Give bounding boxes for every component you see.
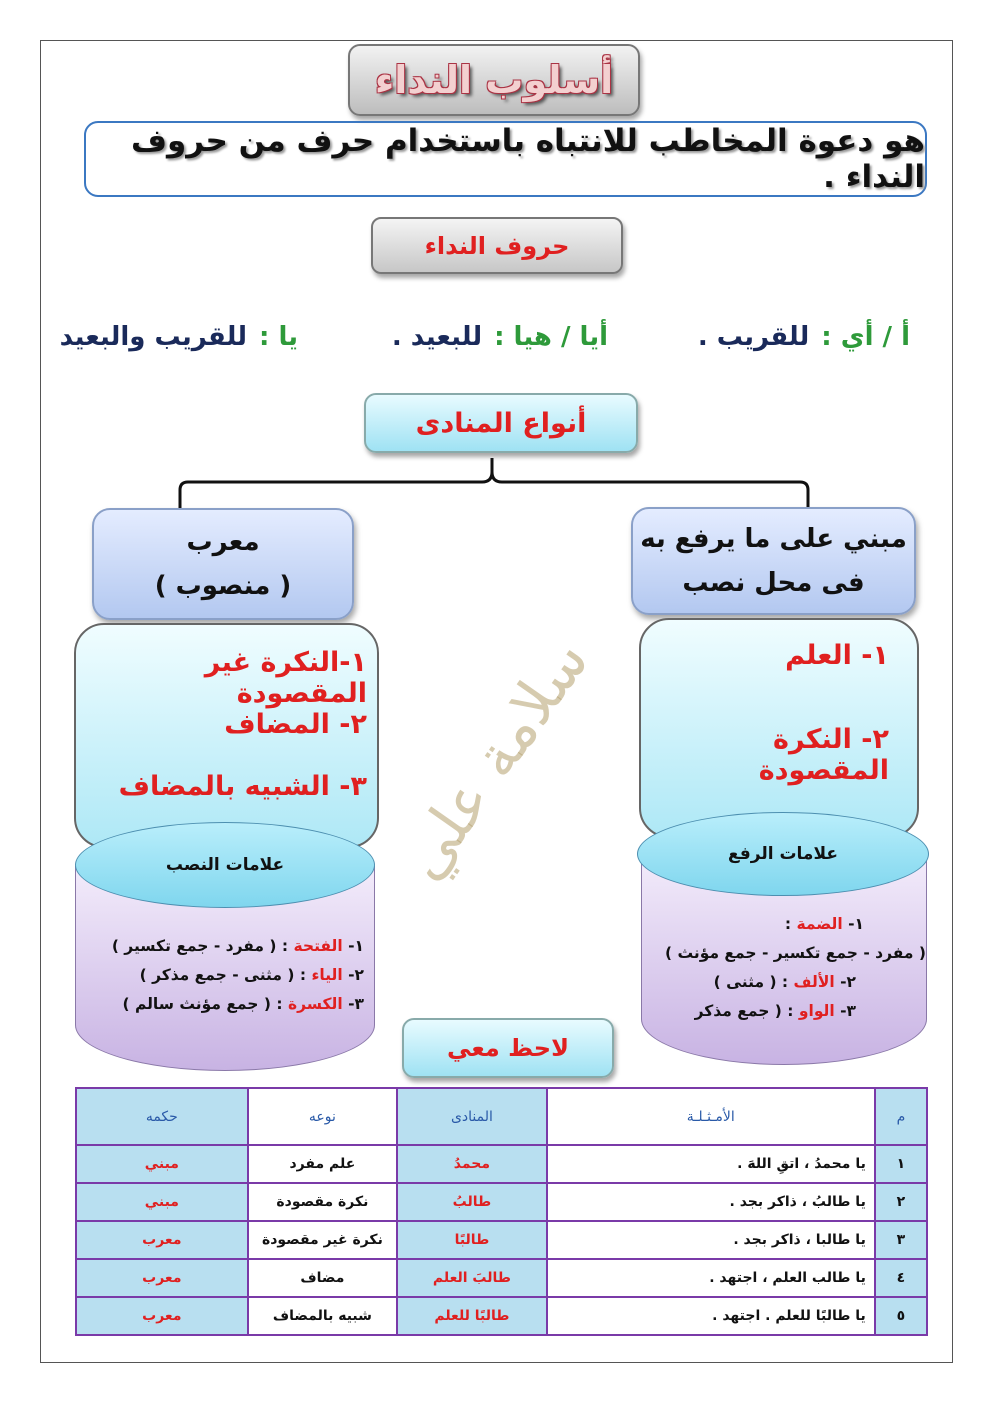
row-num: ٥ <box>875 1297 927 1335</box>
raf-sign-3-name: الواو <box>798 1002 835 1020</box>
murab-box <box>92 508 354 620</box>
letters-heading: حروف النداء <box>424 231 570 260</box>
row-ruling: معرب <box>76 1259 248 1297</box>
row-munada: طالبُ <box>397 1183 547 1221</box>
mabni-box <box>631 507 916 615</box>
row-munada: طالبًا <box>397 1221 547 1259</box>
row-example: يا طالبا ، ذاكر بجد . <box>547 1221 875 1259</box>
both-desc: للقريب والبعيد <box>59 322 248 352</box>
mabni-item-1: ١- العلم <box>785 640 889 671</box>
mabni-items-box <box>639 618 919 838</box>
murab-item-2: ٢- المضاف <box>224 709 367 740</box>
near-desc: للقريب . <box>697 322 810 352</box>
raf-sign-2-num: ٢- <box>840 973 856 991</box>
raf-signs-title: علامات الرفع <box>728 844 838 864</box>
murab-item-1: ١-النكرة غير المقصودة <box>204 647 367 709</box>
both-letters: يا : <box>259 322 298 352</box>
table-row <box>76 1221 927 1259</box>
author-watermark: سلامة علي <box>387 626 603 893</box>
definition-box <box>84 121 927 197</box>
row-num: ٤ <box>875 1259 927 1297</box>
table-row <box>76 1297 927 1335</box>
page-title: أسلوب النداء <box>374 58 614 102</box>
mabni-line2: فى محل نصب <box>682 568 865 598</box>
nasb-sign-1-name: الفتحة <box>293 937 343 955</box>
examples-table <box>75 1087 928 1336</box>
raf-sign-2 <box>636 968 926 997</box>
raf-signs-lines <box>636 910 926 1026</box>
far-letters: أيا / هيا : <box>494 322 608 352</box>
murab-items-box <box>74 623 379 848</box>
near-letters: أ / أي : <box>821 322 910 352</box>
far-desc: للبعيد . <box>391 322 483 352</box>
raf-sign-1 <box>636 910 926 939</box>
tree-connector <box>170 450 820 510</box>
nasb-sign-2 <box>74 961 364 990</box>
raf-sign-1-detail: ( مفرد - جمع تكسير - جمع مؤنث ) <box>665 944 926 962</box>
header-munada: المنادى <box>397 1088 547 1145</box>
row-example: يا طالب العلم ، اجتهد . <box>547 1259 875 1297</box>
definition-text: هو دعوة المخاطب للانتباه باستخدام حرف من حروف النداء . <box>130 123 925 195</box>
row-type: علم مفرد <box>248 1145 398 1183</box>
row-ruling: معرب <box>76 1297 248 1335</box>
table-row <box>76 1145 927 1183</box>
page-title-box <box>348 44 640 116</box>
nasb-sign-2-num: ٢- <box>348 966 364 984</box>
header-ruling: حكمه <box>76 1088 248 1145</box>
murab-line1: معرب <box>186 527 260 557</box>
far-letters-group <box>392 312 608 362</box>
header-num: م <box>875 1088 927 1145</box>
row-type: نكرة غير مقصودة <box>248 1221 398 1259</box>
row-munada: محمدُ <box>397 1145 547 1183</box>
raf-sign-2-name: الألف <box>793 973 835 991</box>
near-letters-group <box>698 312 910 362</box>
header-examples: الأمـثـلـة <box>547 1088 875 1145</box>
nasb-sign-2-rest: : ( مثنى - جمع مذكر ) <box>139 966 307 984</box>
row-type: شبيه بالمضاف <box>248 1297 398 1335</box>
row-num: ٣ <box>875 1221 927 1259</box>
row-ruling: معرب <box>76 1221 248 1259</box>
nasb-sign-3-num: ٣- <box>348 995 364 1013</box>
letters-heading-box <box>371 217 623 274</box>
row-example: يا طالبُ ، ذاكر بجد . <box>547 1183 875 1221</box>
types-heading: أنواع المنادى <box>415 407 587 439</box>
raf-sign-2-rest: : ( مثنى ) <box>713 973 789 991</box>
row-example: يا طالبًا للعلم . اجتهد . <box>547 1297 875 1335</box>
row-munada: طالبَ العلم <box>397 1259 547 1297</box>
header-type: نوعه <box>248 1088 398 1145</box>
row-ruling: مبني <box>76 1145 248 1183</box>
murab-item-3: ٣- الشبيه بالمضاف <box>118 771 367 802</box>
nasb-sign-1-num: ١- <box>348 937 364 955</box>
both-letters-group <box>60 312 298 362</box>
row-num: ٢ <box>875 1183 927 1221</box>
types-heading-box <box>364 393 638 453</box>
note-heading: لاحظ معي <box>447 1034 569 1062</box>
row-munada: طالبًا للعلم <box>397 1297 547 1335</box>
nasb-signs-lines <box>74 932 364 1019</box>
mabni-line1: مبني على ما يرفع به <box>640 524 907 554</box>
nasb-signs-title: علامات النصب <box>165 855 285 875</box>
raf-signs-top <box>637 812 929 896</box>
note-heading-box <box>402 1018 614 1078</box>
table-header-row <box>76 1088 927 1145</box>
row-example: يا محمدُ ، اتقِ اللهَ . <box>547 1145 875 1183</box>
nasb-signs-top <box>75 822 375 908</box>
raf-sign-1-name: الضمة <box>796 915 843 933</box>
raf-sign-3-num: ٣- <box>840 1002 856 1020</box>
table-row <box>76 1183 927 1221</box>
nasb-sign-3-name: الكسرة <box>287 995 343 1013</box>
row-type: نكرة مقصودة <box>248 1183 398 1221</box>
raf-sign-1-rest: : <box>784 915 792 933</box>
nasb-sign-1-rest: : ( مفرد - جمع تكسير ) <box>111 937 289 955</box>
raf-sign-3-rest: : ( جمع مذكر <box>694 1002 794 1020</box>
raf-sign-1-num: ١- <box>848 915 864 933</box>
murab-line2: ( منصوب ) <box>154 571 292 601</box>
row-type: مضاف <box>248 1259 398 1297</box>
nasb-sign-2-name: الياء <box>311 966 343 984</box>
mabni-item-2: ٢- النكرة المقصودة <box>758 724 889 786</box>
nasb-sign-1 <box>74 932 364 961</box>
row-num: ١ <box>875 1145 927 1183</box>
row-ruling: مبني <box>76 1183 248 1221</box>
nasb-sign-3-rest: : ( جمع مؤنث سالم ) <box>122 995 283 1013</box>
nasb-sign-3 <box>74 990 364 1019</box>
table-row <box>76 1259 927 1297</box>
raf-sign-3 <box>636 997 926 1026</box>
